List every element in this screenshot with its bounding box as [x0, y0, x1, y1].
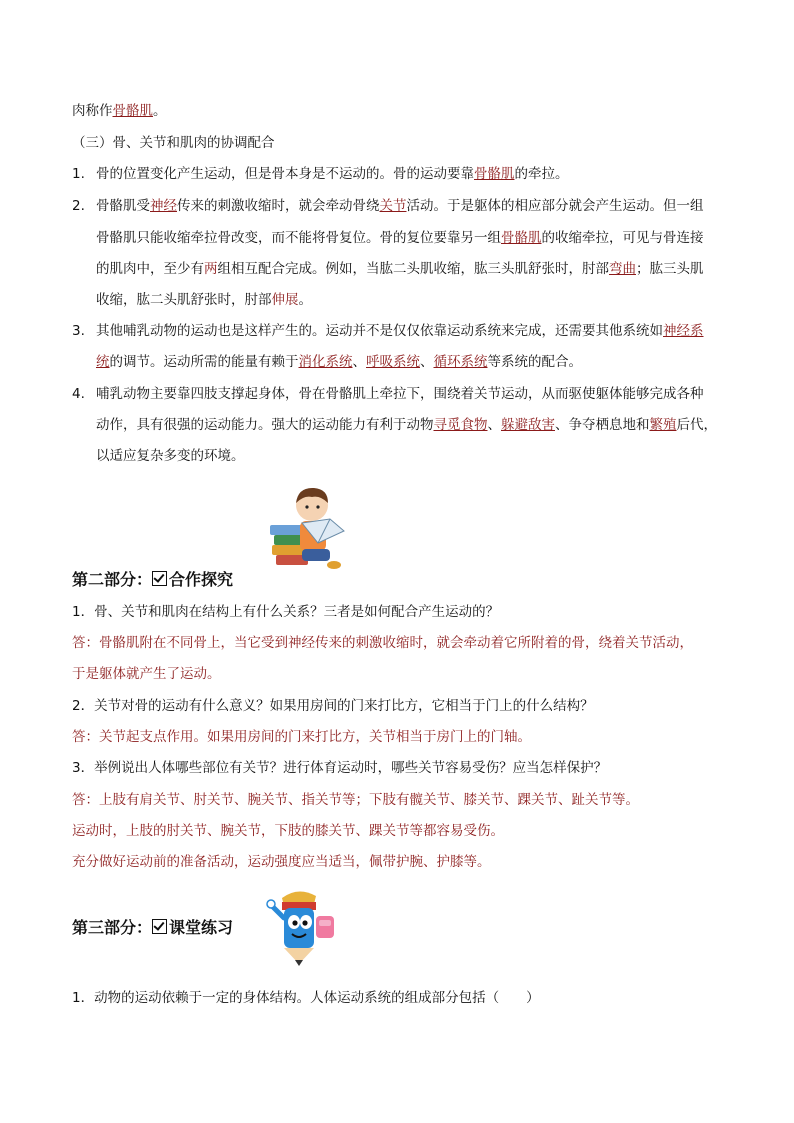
reading-boy-illustration — [268, 483, 352, 573]
list-item-3-line: 统的调节。运动所需的能量有赖于消化系统、呼吸系统、循环系统等系统的配合。 — [96, 354, 582, 370]
answer-3-line: 答：上肢有肩关节、肘关节、腕关节、指关节等；下肢有髋关节、膝关节、踝关节、趾关节等。 — [72, 792, 639, 808]
list-item-4-line: 动作，具有很强的运动能力。强大的运动能力有利于动物寻觅食物、躲避敌害、争夺栖息地和繁殖后代， — [96, 417, 717, 433]
list-item-4-line: 以适应复杂多变的环境。 — [96, 448, 245, 464]
checkbox-icon — [152, 919, 167, 934]
answer-1-line: 答：骨骼肌附在不同骨上，当它受到神经传来的刺激收缩时，就会牵动着它所附着的骨，绕着关节活动， — [72, 635, 693, 651]
list-item-2-line: 骨骼肌只能收缩牵拉骨改变，而不能将骨复位。骨的复位要靠另一组骨骼肌的收缩牵拉，可见与骨连接 — [96, 230, 704, 246]
list-item-1-line: 骨的位置变化产生运动，但是骨本身是不运动的。骨的运动要靠骨骼肌的牵拉。 — [96, 166, 569, 182]
list-item-2-line: 骨骼肌受神经传来的刺激收缩时，就会牵动骨绕关节活动。于是躯体的相应部分就会产生运动。但一组 — [96, 198, 704, 214]
answer-1-line: 于是躯体就产生了运动。 — [72, 666, 221, 682]
subheading-3: （三）骨、关节和肌肉的协调配合 — [72, 135, 275, 151]
list-number: 2. — [72, 198, 85, 214]
list-item-3-line: 其他哺乳动物的运动也是这样产生的。运动并不是仅仅依靠运动系统来完成，还需要其他系统如神经系 — [96, 323, 704, 339]
answer-3-line: 运动时，上肢的肘关节、腕关节，下肢的膝关节、踝关节等都容易受伤。 — [72, 823, 504, 839]
checkbox-icon — [152, 571, 167, 586]
list-item-4-line: 哺乳动物主要靠四肢支撑起身体，骨在骨骼肌上牵拉下，围绕着关节运动，从而驱使躯体能够完成各种 — [96, 386, 704, 402]
part3-heading: 第三部分： 课堂练习 — [72, 918, 234, 937]
list-item-2-line: 的肌肉中，至少有两组相互配合完成。例如，当肱二头肌收缩，肱三头肌舒张时，肘部弯曲；肱三头肌 — [96, 261, 704, 277]
answer-3-line: 充分做好运动前的准备活动，运动强度应当适当，佩带护腕、护膝等。 — [72, 854, 491, 870]
list-item-2-line: 收缩，肱二头肌舒张时，肘部伸展。 — [96, 292, 312, 308]
exercise-question-1: 1．动物的运动依赖于一定的身体结构。人体运动系统的组成部分包括（ ） — [72, 990, 540, 1006]
question-1: 1．骨、关节和肌肉在结构上有什么关系？三者是如何配合产生运动的？ — [72, 604, 500, 620]
pencil-mascot-illustration — [262, 884, 342, 968]
question-3: 3．举例说出人体哪些部位有关节？进行体育运动时，哪些关节容易受伤？应当怎样保护？ — [72, 760, 608, 776]
list-number: 1. — [72, 166, 85, 182]
part2-heading: 第二部分： 合作探究 — [72, 570, 234, 589]
answer-2: 答：关节起支点作用。如果用房间的门来打比方，关节相当于房门上的门轴。 — [72, 729, 531, 745]
list-number: 4. — [72, 386, 85, 402]
list-number: 3. — [72, 323, 85, 339]
question-2: 2．关节对骨的运动有什么意义？如果用房间的门来打比方，它相当于门上的什么结构？ — [72, 698, 594, 714]
paragraph-tail: 肉称作骨骼肌。 — [72, 103, 167, 119]
